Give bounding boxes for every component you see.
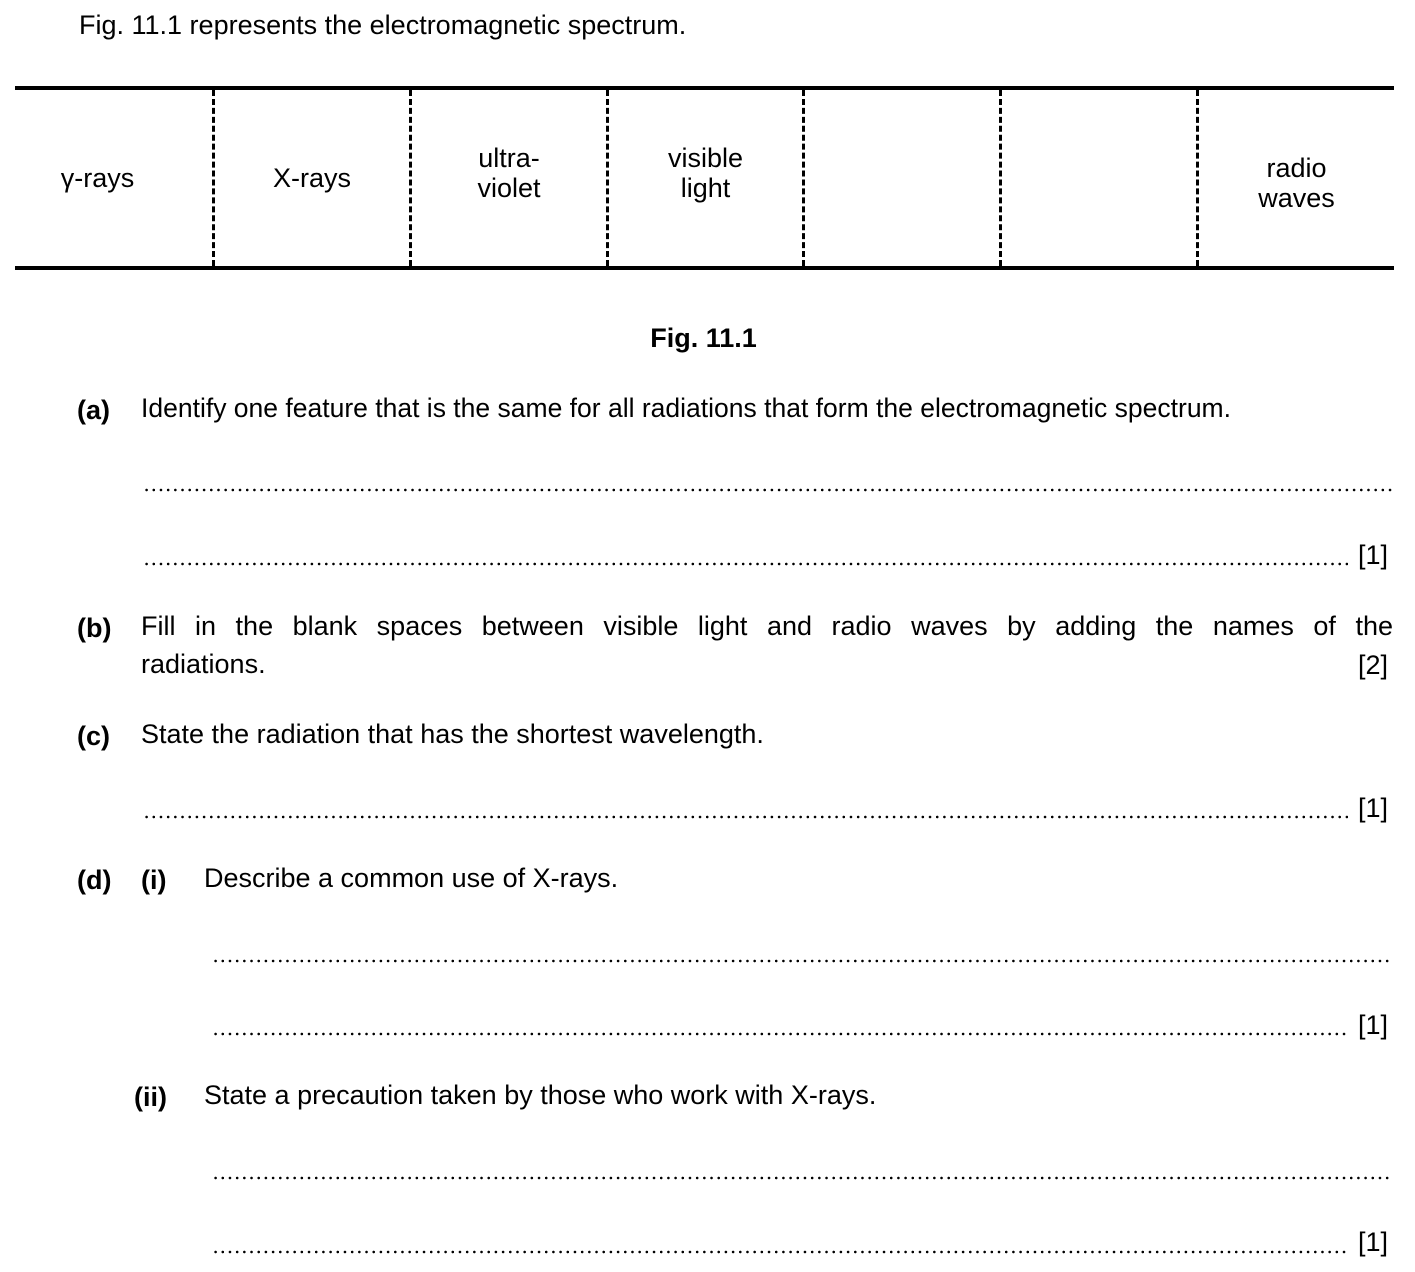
question-d-ii-text: State a precaution taken by those who work with X-rays. (204, 1080, 877, 1110)
answer-line-a-1[interactable] (143, 488, 1392, 492)
answer-line-d-ii-1[interactable] (212, 1176, 1392, 1180)
question-a-label: (a) (77, 395, 110, 425)
marks-c: [1] (1358, 793, 1389, 823)
band-label: γ-rays (60, 163, 135, 193)
marks-b: [2] (1358, 650, 1389, 680)
answer-line-d-ii-2[interactable] (212, 1250, 1348, 1254)
answer-line-c[interactable] (143, 815, 1348, 819)
marks-a: [1] (1358, 540, 1389, 570)
question-a-text: Identify one feature that is the same for all radiations that form the electromagnetic spectrum. (141, 393, 1231, 423)
band-ultraviolet (409, 90, 606, 266)
band-blank-1[interactable] (802, 90, 999, 266)
band-x-rays (212, 90, 409, 266)
intro-text: Fig. 11.1 represents the electromagnetic spectrum. (79, 10, 687, 40)
question-d-i-label: (i) (141, 865, 167, 895)
band-gamma-rays (15, 90, 212, 266)
question-c-label: (c) (77, 721, 110, 751)
question-d-label: (d) (77, 865, 112, 895)
question-c-text: State the radiation that has the shortest wavelength. (141, 719, 764, 749)
band-visible-light (606, 90, 802, 266)
marks-d-ii: [1] (1358, 1227, 1389, 1257)
band-label: X-rays (272, 163, 351, 193)
em-spectrum-figure (15, 86, 1394, 270)
band-label: ultra- violet (477, 143, 541, 203)
figure-caption: Fig. 11.1 (650, 323, 757, 353)
answer-line-d-i-2[interactable] (212, 1032, 1348, 1036)
question-b-text-line2: radiations. (141, 649, 266, 679)
marks-d-i: [1] (1358, 1010, 1389, 1040)
band-label: visible light (667, 143, 744, 203)
question-d-ii-label: (ii) (134, 1082, 167, 1112)
answer-line-d-i-1[interactable] (212, 959, 1392, 963)
band-radio-waves (1196, 90, 1394, 266)
answer-line-a-2[interactable] (143, 562, 1348, 566)
question-d-i-text: Describe a common use of X-rays. (204, 863, 619, 893)
question-b-label: (b) (77, 613, 112, 643)
band-label: radio waves (1258, 153, 1335, 213)
question-b-text-line1: Fill in the blank spaces between visible light and radio waves by adding the names of the (141, 611, 1393, 641)
band-blank-2[interactable] (999, 90, 1196, 266)
